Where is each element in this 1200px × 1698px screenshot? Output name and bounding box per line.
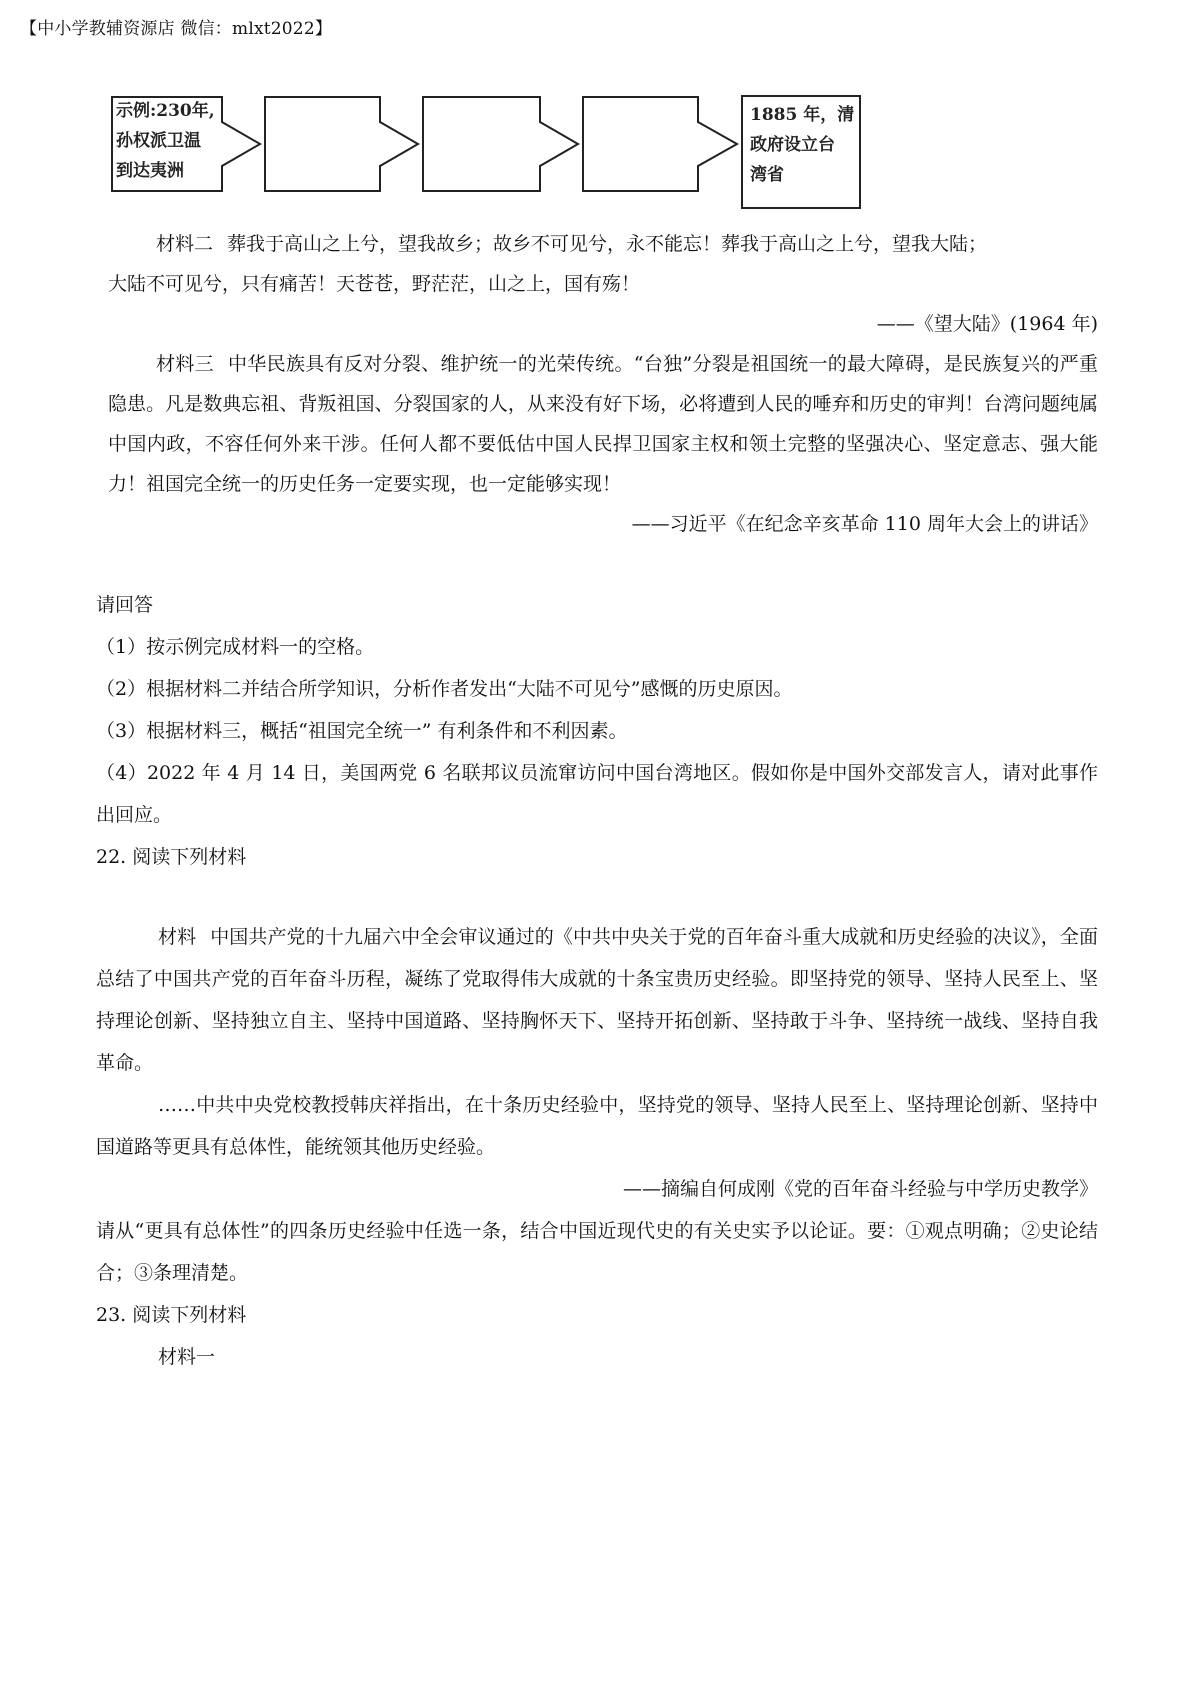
material2-label: 材料二 [156,233,214,255]
flow-first-line-1: 示例:230年, [116,101,215,121]
q23-title: 23. 阅读下列材料 [96,1304,247,1326]
header-watermark: 【中小学教辅资源店 微信：mlxt2022】 [20,19,333,39]
flow-first-line-2: 孙权派卫温 [116,131,201,151]
q22-label: 材料 [158,926,197,948]
flow-box-3 [423,97,578,191]
flow-first-line-3: 到达夷洲 [116,161,184,181]
question-22-block [96,916,1098,1378]
material3-text: 中华民族具有反对分裂、维护统一的光荣传统。“台独”分裂是祖国统一的最大障碍，是民族复兴的严重隐患。凡是数典忘祖、背叛祖国、分裂国家的人，从来没有好下场，必将遭到人民的唾弃和历史的审判！台湾问题纯属中国内政，不容任何外来干涉。任何人都不要低估中国人民捍卫国家主权和领土完整的坚强决心、坚定意志、强大能力！祖国完全统一的历史任务一定要实现，也一定能够实现！ [108,353,1098,495]
question-1: （1）按示例完成材料一的空格。 [96,636,375,658]
questions-intro: 请回答 [96,594,154,616]
material2-source: ——《望大陆》(1964 年) [876,313,1098,335]
flow-last-box-text [750,100,854,190]
flow-box-4 [583,97,737,191]
q22-text1: 中国共产党的十九届六中全会审议通过的《中共中央关于党的百年奋斗重大成就和历史经验的决议》，全面总结了中国共产党的百年奋斗历程，凝练了党取得伟大成就的十条宝贵历史经验。即坚持党的领导、坚持人民至上、坚持理论创新、坚持独立自主、坚持中国道路、坚持胸怀天下、坚持开拓创新、坚持敢于斗争、坚持统一战线、坚持自我革命。 [96,926,1098,1074]
question-2: （2）根据材料二并结合所学知识，分析作者发出“大陆不可见兮”感慨的历史原因。 [96,678,793,700]
q23-material-label: 材料一 [158,1346,216,1368]
flow-last-line-2: 政府设立台 [750,135,835,155]
q22-prompt: 请从“更具有总体性”的四条历史经验中任选一条，结合中国近现代史的有关史实予以论证。要：①观点明确；②史论结合；③条理清楚。 [96,1220,1098,1284]
flow-first-box-text [116,96,215,186]
flow-diagram [110,94,955,214]
q22-paragraph2: ……中共中央党校教授韩庆祥指出，在十条历史经验中，坚持党的领导、坚持人民至上、坚持理论创新、坚持中国道路等更具有总体性，能统领其他历史经验。 [96,1094,1098,1158]
document-body [108,224,1098,544]
material3-source: ——习近平《在纪念辛亥革命 110 周年大会上的讲话》 [631,513,1098,535]
material3-label: 材料三 [156,353,214,375]
material2-line2: 大陆不可见兮，只有痛苦！天苍苍，野茫茫，山之上，国有殇！ [108,273,641,295]
q22-source: ——摘编自何成刚《党的百年奋斗经验与中学历史教学》 [622,1178,1098,1200]
material2-line1 [108,224,1098,264]
flow-box-2 [265,97,418,191]
question-21-block [96,584,1098,878]
flow-last-line-1: 1885 年，清 [750,105,855,125]
flow-last-line-3: 湾省 [750,165,784,185]
question-3: （3）根据材料三，概括“祖国完全统一” 有利条件和不利因素。 [96,720,628,742]
material3-paragraph [108,344,1098,504]
q22-paragraph1 [96,916,1098,1084]
question-4: （4）2022 年 4 月 14 日，美国两党 6 名联邦议员流窜访问中国台湾地区。假如你是中国外交部发言人，请对此事作出回应。 [96,762,1098,826]
q22-title: 22. 阅读下列材料 [96,846,247,868]
material2-text1: 葬我于高山之上兮，望我故乡；故乡不可见兮，永不能忘！葬我于高山之上兮，望我大陆； [227,233,988,255]
